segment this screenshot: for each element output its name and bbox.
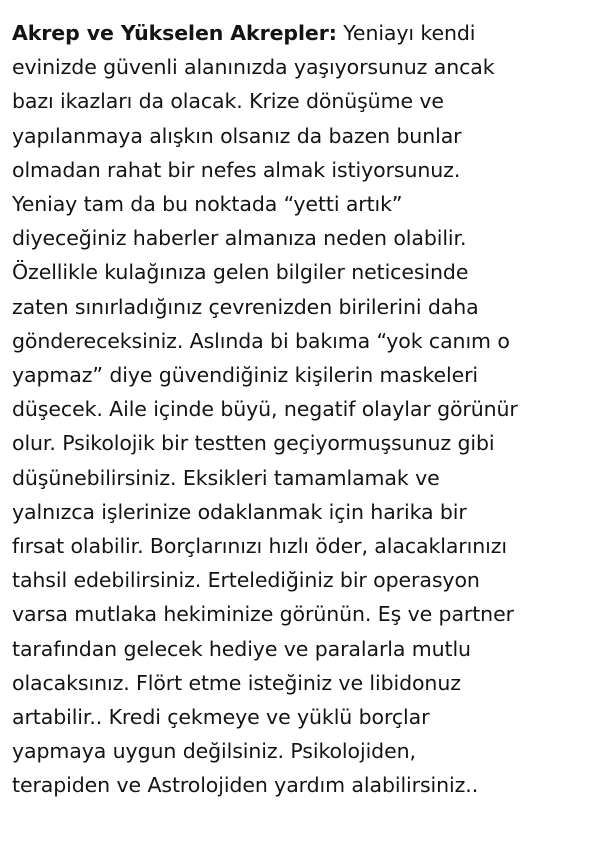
text-line xyxy=(12,16,588,50)
text-line: olur. Psikolojik bir testten geçiyormuşsunuz gibi xyxy=(12,431,495,456)
text-line: evinizde güvenli alanınızda yaşıyorsunuz ancak xyxy=(12,55,495,80)
text-line: artabilir.. Kredi çekmeye ve yüklü borçlar xyxy=(12,705,430,730)
text-line: olacaksınız. Flört etme isteğiniz ve libidonuz xyxy=(12,670,461,695)
text-line: fırsat olabilir. Borçlarınızı hızlı öder, alacaklarınızı xyxy=(12,534,507,559)
text-line: göndereceksiniz. Aslında bi bakıma “yok canım o xyxy=(12,328,510,353)
text-line: yapılanmaya alışkın olsanız da bazen bunlar xyxy=(12,123,462,148)
text-line: düşünebilirsiniz. Eksikleri tamamlamak ve xyxy=(12,465,440,490)
text-line: zaten sınırladığınız çevrenizden birilerini daha xyxy=(12,294,479,319)
text-line: olmadan rahat bir nefes almak istiyorsunuz. xyxy=(12,157,461,182)
text-line: terapiden ve Astrolojiden yardım alabilirsiniz.. xyxy=(12,773,479,798)
text-line: yapmaya uygun değilsiniz. Psikolojiden, xyxy=(12,739,416,764)
text-line: Yeniay tam da bu noktada “yetti artık” xyxy=(12,192,403,217)
text-line: tarafından gelecek hediye ve paralarla mutlu xyxy=(12,636,471,661)
text-line: bazı ikazları da olacak. Krize dönüşüme ve xyxy=(12,89,444,114)
text-line: Özellikle kulağınıza gelen bilgiler neticesinde xyxy=(12,260,469,285)
text-line: yapmaz” diye güvendiğiniz kişilerin maskeleri xyxy=(12,363,479,388)
text-line: yalnızca işlerinize odaklanmak için harika bir xyxy=(12,499,467,524)
text-line: düşecek. Aile içinde büyü, negatif olaylar görünür xyxy=(12,397,518,422)
text-line: tahsil edebilirsiniz. Ertelediğiniz bir operasyon xyxy=(12,568,480,593)
post-heading: Akrep ve Yükselen Akrepler: xyxy=(12,21,337,45)
text-line-content: Yeniayı kendi xyxy=(336,21,476,45)
text-line: diyeceğiniz haberler almanıza neden olabilir. xyxy=(12,226,467,251)
text-line: varsa mutlaka hekiminize görünün. Eş ve partner xyxy=(12,602,514,627)
